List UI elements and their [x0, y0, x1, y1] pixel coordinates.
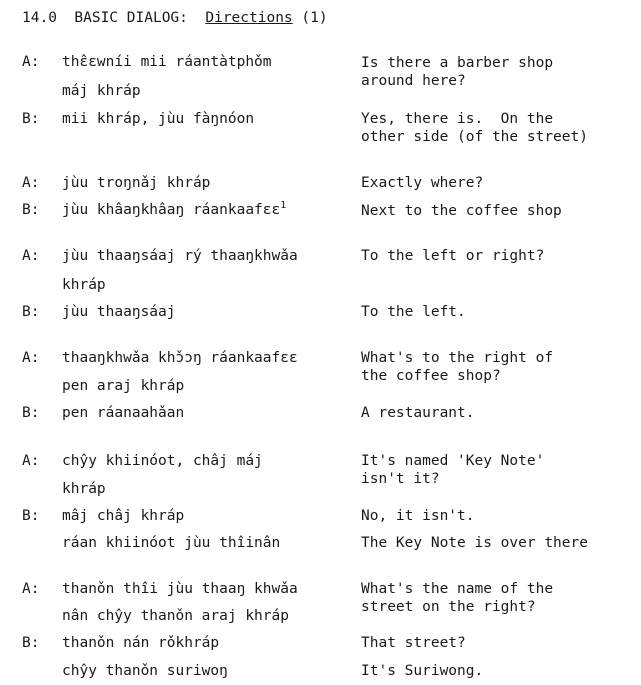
english-line: street on the right?	[361, 599, 536, 615]
thai-line: mâj châj khráp	[62, 508, 185, 524]
section-topic: Directions	[205, 10, 293, 26]
thai-line: jùu thaaŋsáaj rý thaaŋkhwǎa	[62, 248, 298, 264]
thai-line: pen ráanaahǎan	[62, 405, 185, 421]
speaker-label: A:	[22, 248, 40, 264]
footnote-marker: 1	[280, 200, 287, 212]
thai-line: thanǒn nán rǒkhráp	[62, 635, 220, 651]
thai-line: pen araj khráp	[62, 378, 185, 394]
thai-line: khráp	[62, 277, 106, 293]
speaker-label: A:	[22, 350, 40, 366]
thai-line: thaaŋkhwǎa khɔ̌ɔŋ ráankaafɛɛ	[62, 350, 298, 366]
english-line: Is there a barber shop	[361, 55, 554, 71]
english-line: What's the name of the	[361, 581, 554, 597]
english-line: other side (of the street)	[361, 129, 588, 145]
thai-line: chŷy thanǒn suriwoŋ	[62, 663, 228, 679]
speaker-label: B:	[22, 635, 40, 651]
english-line: What's to the right of	[361, 350, 554, 366]
section-title	[22, 10, 328, 26]
english-line: That street?	[361, 635, 466, 651]
english-line: It's named 'Key Note'	[361, 453, 545, 469]
speaker-label: A:	[22, 453, 40, 469]
section-number: 14.0	[22, 10, 57, 26]
speaker-label: B:	[22, 111, 40, 127]
english-line: To the left or right?	[361, 248, 545, 264]
thai-line: ráan khiinóot jùu thîinân	[62, 535, 281, 551]
english-line: Yes, there is. On the	[361, 111, 554, 127]
english-line: The Key Note is over there	[361, 535, 588, 551]
speaker-label: B:	[22, 202, 40, 218]
english-line: To the left.	[361, 304, 466, 320]
speaker-label: B:	[22, 304, 40, 320]
thai-line: jùu thaaŋsáaj	[62, 304, 176, 320]
english-line: It's Suriwong.	[361, 663, 484, 679]
speaker-label: A:	[22, 175, 40, 191]
thai-line: chŷy khiinóot, châj máj	[62, 453, 263, 469]
thai-line: thɛ̂ɛwníi mii ráantàtphǒm	[62, 54, 272, 70]
speaker-label: B:	[22, 405, 40, 421]
speaker-label: B:	[22, 508, 40, 524]
thai-line: nân chŷy thanǒn araj khráp	[62, 608, 289, 624]
english-line: around here?	[361, 73, 466, 89]
thai-line: jùu troŋnǎj khráp	[62, 175, 211, 191]
english-line: A restaurant.	[361, 405, 475, 421]
speaker-label: A:	[22, 581, 40, 597]
speaker-label: A:	[22, 54, 40, 70]
thai-line: máj khráp	[62, 83, 141, 99]
english-line: Exactly where?	[361, 175, 484, 191]
english-line: No, it isn't.	[361, 508, 475, 524]
english-line: the coffee shop?	[361, 368, 501, 384]
thai-line: mii khráp, jùu fàŋnóon	[62, 111, 255, 127]
thai-line: thanǒn thîi jùu thaaŋ khwǎa	[62, 581, 298, 597]
section-part: (1)	[301, 10, 328, 26]
thai-line: khráp	[62, 481, 106, 497]
english-line: isn't it?	[361, 471, 440, 487]
thai-line: jùu khâaŋkhâaŋ ráankaafɛɛ$^1$	[62, 200, 287, 218]
english-line: Next to the coffee shop	[361, 203, 562, 219]
section-label: BASIC DIALOG:	[74, 10, 188, 26]
